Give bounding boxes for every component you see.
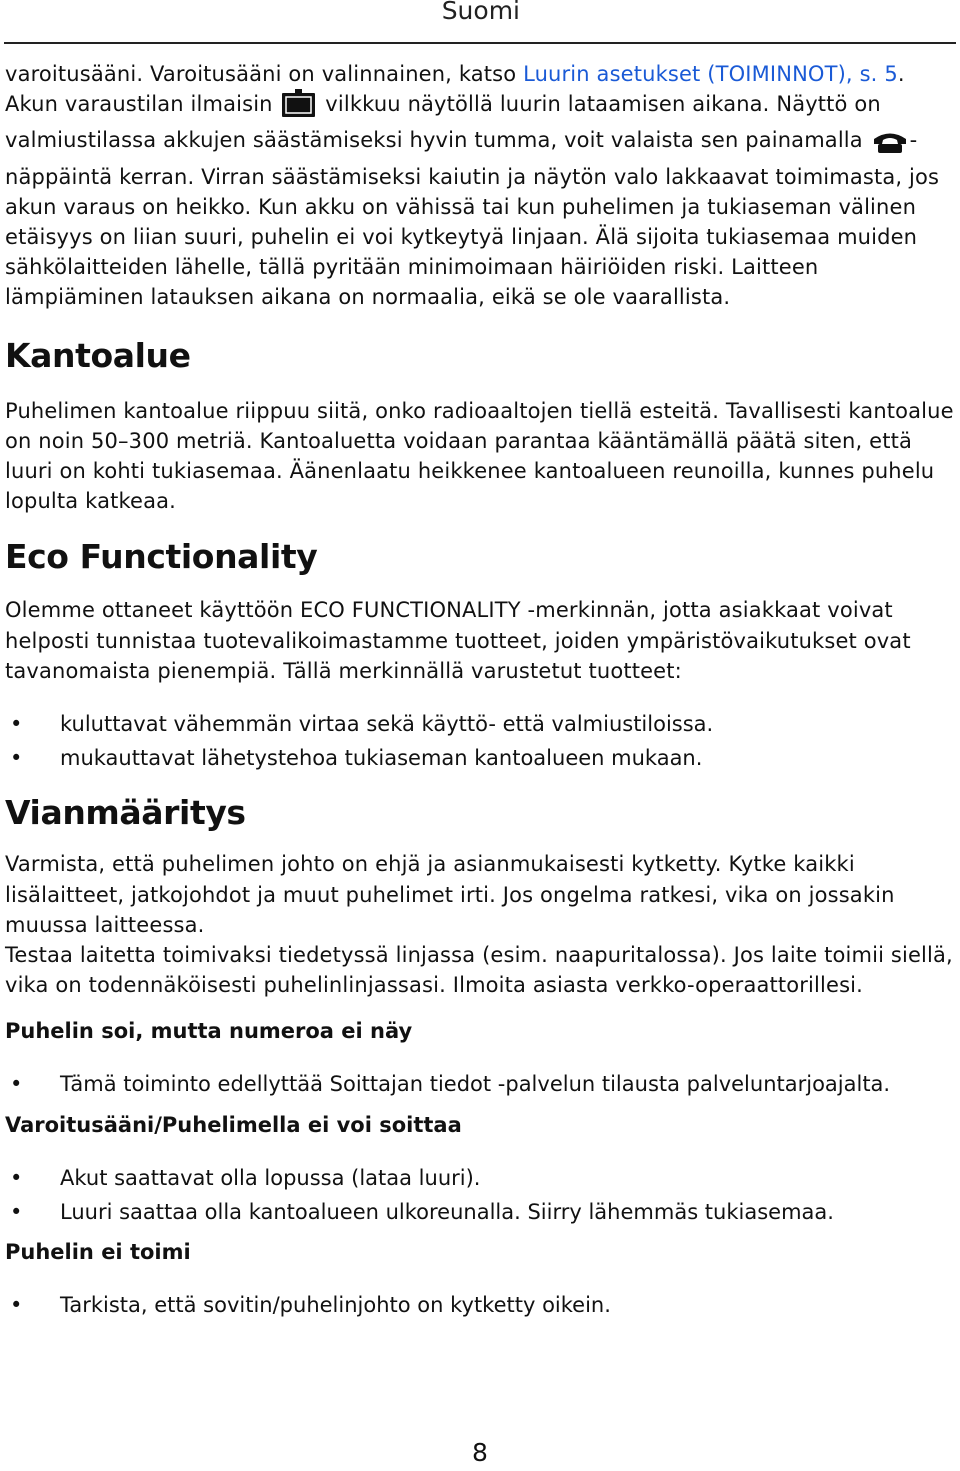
vianmaaritys-text-1: Varmista, että puhelimen johto on ehjä ja asianmukaisesti kytketty. Kytke kaikki lisälaitteet, jatkojohdot ja muut puhelimet irti. Jos ongelma ratkesi, vika on jossakin muussa laitteessa. bbox=[5, 852, 895, 937]
page-header bbox=[0, 0, 960, 44]
bullet: • bbox=[10, 1199, 23, 1224]
intro-paragraph bbox=[5, 59, 954, 313]
vianmaaritys-text-2: Testaa laitetta toimivaksi tiedetyssä linjassa (esim. naapuritalossa). Jos laite toimii siellä, vika on todennäköisesti puhelinlinjassasi. Ilmoita asiasta verkko-operaattorillesi. bbox=[5, 943, 953, 998]
page-number: 8 bbox=[472, 1438, 488, 1467]
list-item bbox=[5, 743, 954, 773]
list-item bbox=[5, 1163, 954, 1193]
issue-bullet-list bbox=[5, 1163, 954, 1227]
issue-heading-not-working: Puhelin ei toimi bbox=[5, 1240, 191, 1265]
header-title: Suomi bbox=[441, 0, 520, 25]
list-item bbox=[5, 1069, 954, 1099]
list-item-text: kuluttavat vähemmän virtaa sekä käyttö- että valmiustiloissa. bbox=[60, 712, 714, 737]
issue-heading-caller-id: Puhelin soi, mutta numeroa ei näy bbox=[5, 1019, 413, 1044]
vianmaaritys-heading: Vianmääritys bbox=[5, 793, 246, 833]
kantoalue-heading: Kantoalue bbox=[5, 335, 191, 375]
list-item-text: mukauttavat lähetystehoa tukiaseman kantoalueen mukaan. bbox=[60, 746, 703, 771]
intro-text-4: -näppäintä kerran. Virran säästämiseksi kaiutin ja näytön valo lakkaavat toimimasta, jos akun varaus on heikko. Kun akku on vähissä tai kun puhelimen ja tukiaseman välinen etäisyys on liian suuri, puhelin ei voi kytkeytyä linjaan. Älä sijoita tukiasemaa muiden sähkölaitteiden lähelle, tällä pyritään minimoimaan häiriöiden riski. Laitteen lämpiäminen latauksen aikana on normaalia, eikä se ole vaarallista. bbox=[5, 128, 940, 310]
header-rule bbox=[4, 42, 956, 44]
intro-text-1: varoitusääni. Varoitusääni on valinnainen, katso bbox=[5, 62, 524, 86]
eco-heading: Eco Functionality bbox=[5, 537, 318, 577]
kantoalue-text: Puhelimen kantoalue riippuu siitä, onko radioaaltojen tiellä esteitä. Tavallisesti kantoalue on noin 50–300 metriä. Kantoaluetta voidaan parantaa kääntämällä päätä siten, että luuri on kohti tukiasemaa. Äänenlaatu heikkenee kantoalueen reunoilla, kunnes puhelu lopulta katkeaa. bbox=[5, 398, 954, 514]
phone-handset-icon bbox=[873, 129, 907, 161]
issue-bullet-list bbox=[5, 1290, 954, 1320]
list-item-text: Luuri saattaa olla kantoalueen ulkoreunalla. Siirry lähemmäs tukiasemaa. bbox=[60, 1199, 834, 1224]
bullet: • bbox=[10, 1165, 23, 1190]
list-item-text: Akut saattavat olla lopussa (lataa luuri). bbox=[60, 1165, 481, 1190]
eco-bullet-list bbox=[5, 709, 954, 773]
intro-text-3: vilkkuu näytöllä luurin lataamisen aikana. Näyttö on valmiustilassa akkujen säästämiseksi hyvin tumma, voit valaista sen painamalla bbox=[5, 92, 881, 153]
settings-link[interactable]: Luurin asetukset (TOIMINNOT), s. 5 bbox=[523, 62, 898, 86]
issue-heading-no-call: Varoitusääni/Puhelimella ei voi soittaa bbox=[5, 1112, 462, 1137]
battery-icon bbox=[282, 89, 315, 125]
bullet: • bbox=[10, 746, 23, 771]
page-content bbox=[5, 59, 954, 1320]
bullet: • bbox=[10, 1072, 23, 1097]
bullet: • bbox=[10, 1293, 23, 1318]
list-item bbox=[5, 709, 954, 739]
list-item-text: Tarkista, että sovitin/puhelinjohto on kytketty oikein. bbox=[60, 1293, 611, 1318]
issue-bullet-list bbox=[5, 1069, 954, 1099]
list-item bbox=[5, 1197, 954, 1227]
intro-text-2: . Akun varaustilan ilmaisin bbox=[5, 62, 905, 117]
eco-text: Olemme ottaneet käyttöön ECO FUNCTIONALITY -merkinnän, jotta asiakkaat voivat helposti tunnistaa tuotevalikoimastamme tuotteet, joiden ympäristövaikutukset ovat tavanomaista pienempiä. Tällä merkinnällä varustetut tuotteet: bbox=[5, 598, 911, 683]
list-item bbox=[5, 1290, 954, 1320]
list-item-text: Tämä toiminto edellyttää Soittajan tiedot -palvelun tilausta palveluntarjoajalta. bbox=[60, 1072, 891, 1097]
bullet: • bbox=[10, 712, 23, 737]
